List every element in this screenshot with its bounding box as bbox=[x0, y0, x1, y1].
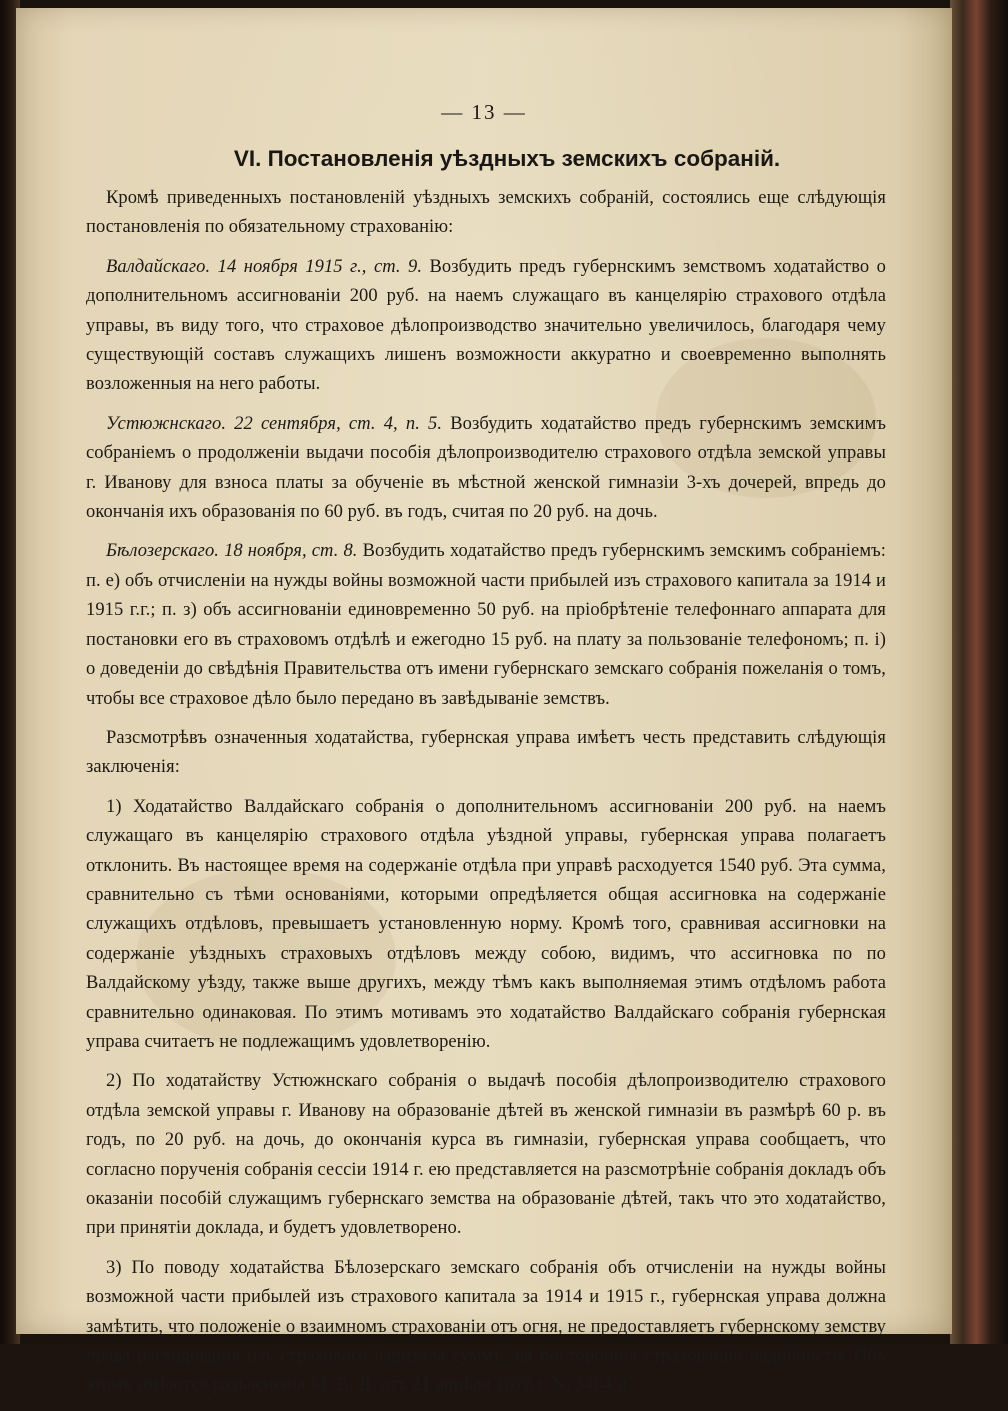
paragraph-conclusion-2 bbox=[86, 1067, 886, 1243]
paragraph-valdai-resolution bbox=[86, 253, 886, 400]
paragraph-text: Возбудить ходатайство предъ губернскимъ земскимъ собраніемъ: п. е) объ отчисленіи на нужды войны возможной части прибылей изъ страхового капитала за 1914 и 1915 г.г.; п. з) объ ассигнованіи единовременно 50 руб. на пріобрѣтеніе телефоннаго аппарата для постановки его въ страховомъ отдѣлѣ и ежегодно 15 руб. на плату за пользованіе телефономъ; п. і) о доведеніи до свѣдѣнія Правительства отъ имени губернскаго земскаго собранія пожеланія о томъ, чтобы все страховое дѣло было передано въ завѣдываніе земствъ. bbox=[86, 541, 886, 709]
paragraph-text: 1) Ходатайство Валдайскаго собранія о дополнительномъ ассигнованіи 200 руб. на наемъ служащаго въ канцелярію страхового отдѣла уѣздной управы, губернская управа полагаетъ отклонить. Въ настоящее время на содержаніе отдѣла при управѣ расходуется 1540 руб. Эта сумма, сравнительно съ тѣми основаніями, которыми опредѣляется общая ассигновка на содержаніе служащихъ отдѣловъ, превышаетъ установленную норму. Кромѣ того, сравнивая ассигновки на содержаніе уѣздныхъ страховыхъ отдѣловъ между собою, видимъ, что ассигновка по по Валдайскому уѣзду, также выше другихъ, между тѣмъ какъ выполняемая этимъ отдѣломъ работа сравнительно одинаковая. По этимъ мотивамъ это ходатайство Валдайскаго собранія губернская управа считаетъ не подлежащимъ удовлетворенію. bbox=[86, 796, 886, 1052]
paragraph-text: 2) По ходатайству Устюжнскаго собранія о выдачѣ пособія дѣлопроизводителю страхового отдѣла земской управы г. Иванову на образованіе дѣтей въ женской гимназіи въ размѣрѣ 60 р. въ годъ, по 20 руб. на дочь, до окончанія курса въ гимназіи, губернская управа сообщаетъ, что согласно порученія собранія сессіи 1914 г. ею представляется на разсмотрѣніе собранія докладъ объ оказаніи пособій служащимъ губернскаго земства на образованіе дѣтей, такъ что это ходатайство, при принятіи доклада, и будетъ удовлетворено. bbox=[86, 1071, 886, 1239]
paragraph-text: Возбудить предъ губернскимъ земствомъ ходатайство о дополнительномъ ассигнованіи 200 руб. на наемъ служащаго въ канцелярію страхового отдѣла управы, въ виду того, что страховое дѣлопроизводство значительно увеличилось, благодаря чему существующій составъ служащихъ лишенъ возможности аккуратно и своевременно выполнять возложенныя на него работы. bbox=[86, 256, 886, 395]
document-body bbox=[86, 184, 886, 1411]
paragraph-text: 3) По поводу ходатайства Бѣлозерскаго земскаго собранія объ отчисленіи на нужды войны возможной части прибылей изъ страхового капитала за 1914 и 1915 г., губернская управа должна замѣтить, что положеніе о взаимномъ страхованіи отъ огня, не предоставляетъ губернскому земству права расходованія изъ страхового капитала суммъ, на постороннія страхованію надобности. Объ этомъ имѣются разъясненія М. В. Д. отъ 21 апрѣля 1876 г. № 3484 и bbox=[86, 1257, 886, 1396]
paragraph-text: Разсмотрѣвъ означенныя ходатайства, губернская управа имѣетъ честь представить слѣдующія заключенія: bbox=[86, 727, 886, 778]
paragraph-board-opinion bbox=[86, 724, 886, 783]
paragraph-conclusion-1 bbox=[86, 793, 886, 1058]
paragraph-text: Возбудить ходатайство предъ губернскимъ земскимъ собраніемъ о продолженіи выдачи пособія дѣлопроизводителю страхового отдѣла земской управы г. Иванову для взноса платы за обученіе въ мѣстной женской гимназіи 3-хъ дочерей, впредь до окончанія ихъ образованія по 60 руб. въ годъ, считая по 20 руб. на дочь. bbox=[86, 413, 886, 523]
section-heading: VI. Постановленія уѣздныхъ земскихъ собраній. bbox=[233, 146, 781, 171]
paragraph-ustyuzhna-resolution bbox=[86, 410, 886, 528]
paragraph-lead: Устюжнскаго. 22 сентября, ст. 4, п. 5. bbox=[106, 413, 443, 434]
paragraph-belozersk-resolution bbox=[86, 537, 886, 713]
page-number: — 13 — bbox=[441, 100, 527, 124]
paragraph-lead: Бѣлозерскаго. 18 ноября, ст. 8. bbox=[106, 541, 358, 562]
paragraph-conclusion-3 bbox=[86, 1254, 886, 1401]
book-page bbox=[16, 8, 952, 1396]
paragraph-text: Кромѣ приведенныхъ постановленій уѣздныхъ земскихъ собраній, состоялись еще слѣдующія постановленія по обязательному страхованію: bbox=[86, 188, 886, 238]
right-page-stack-edge bbox=[950, 0, 1008, 1344]
paragraph-intro bbox=[86, 184, 886, 243]
paragraph-lead: Валдайскаго. 14 ноября 1915 г., ст. 9. bbox=[106, 256, 423, 277]
